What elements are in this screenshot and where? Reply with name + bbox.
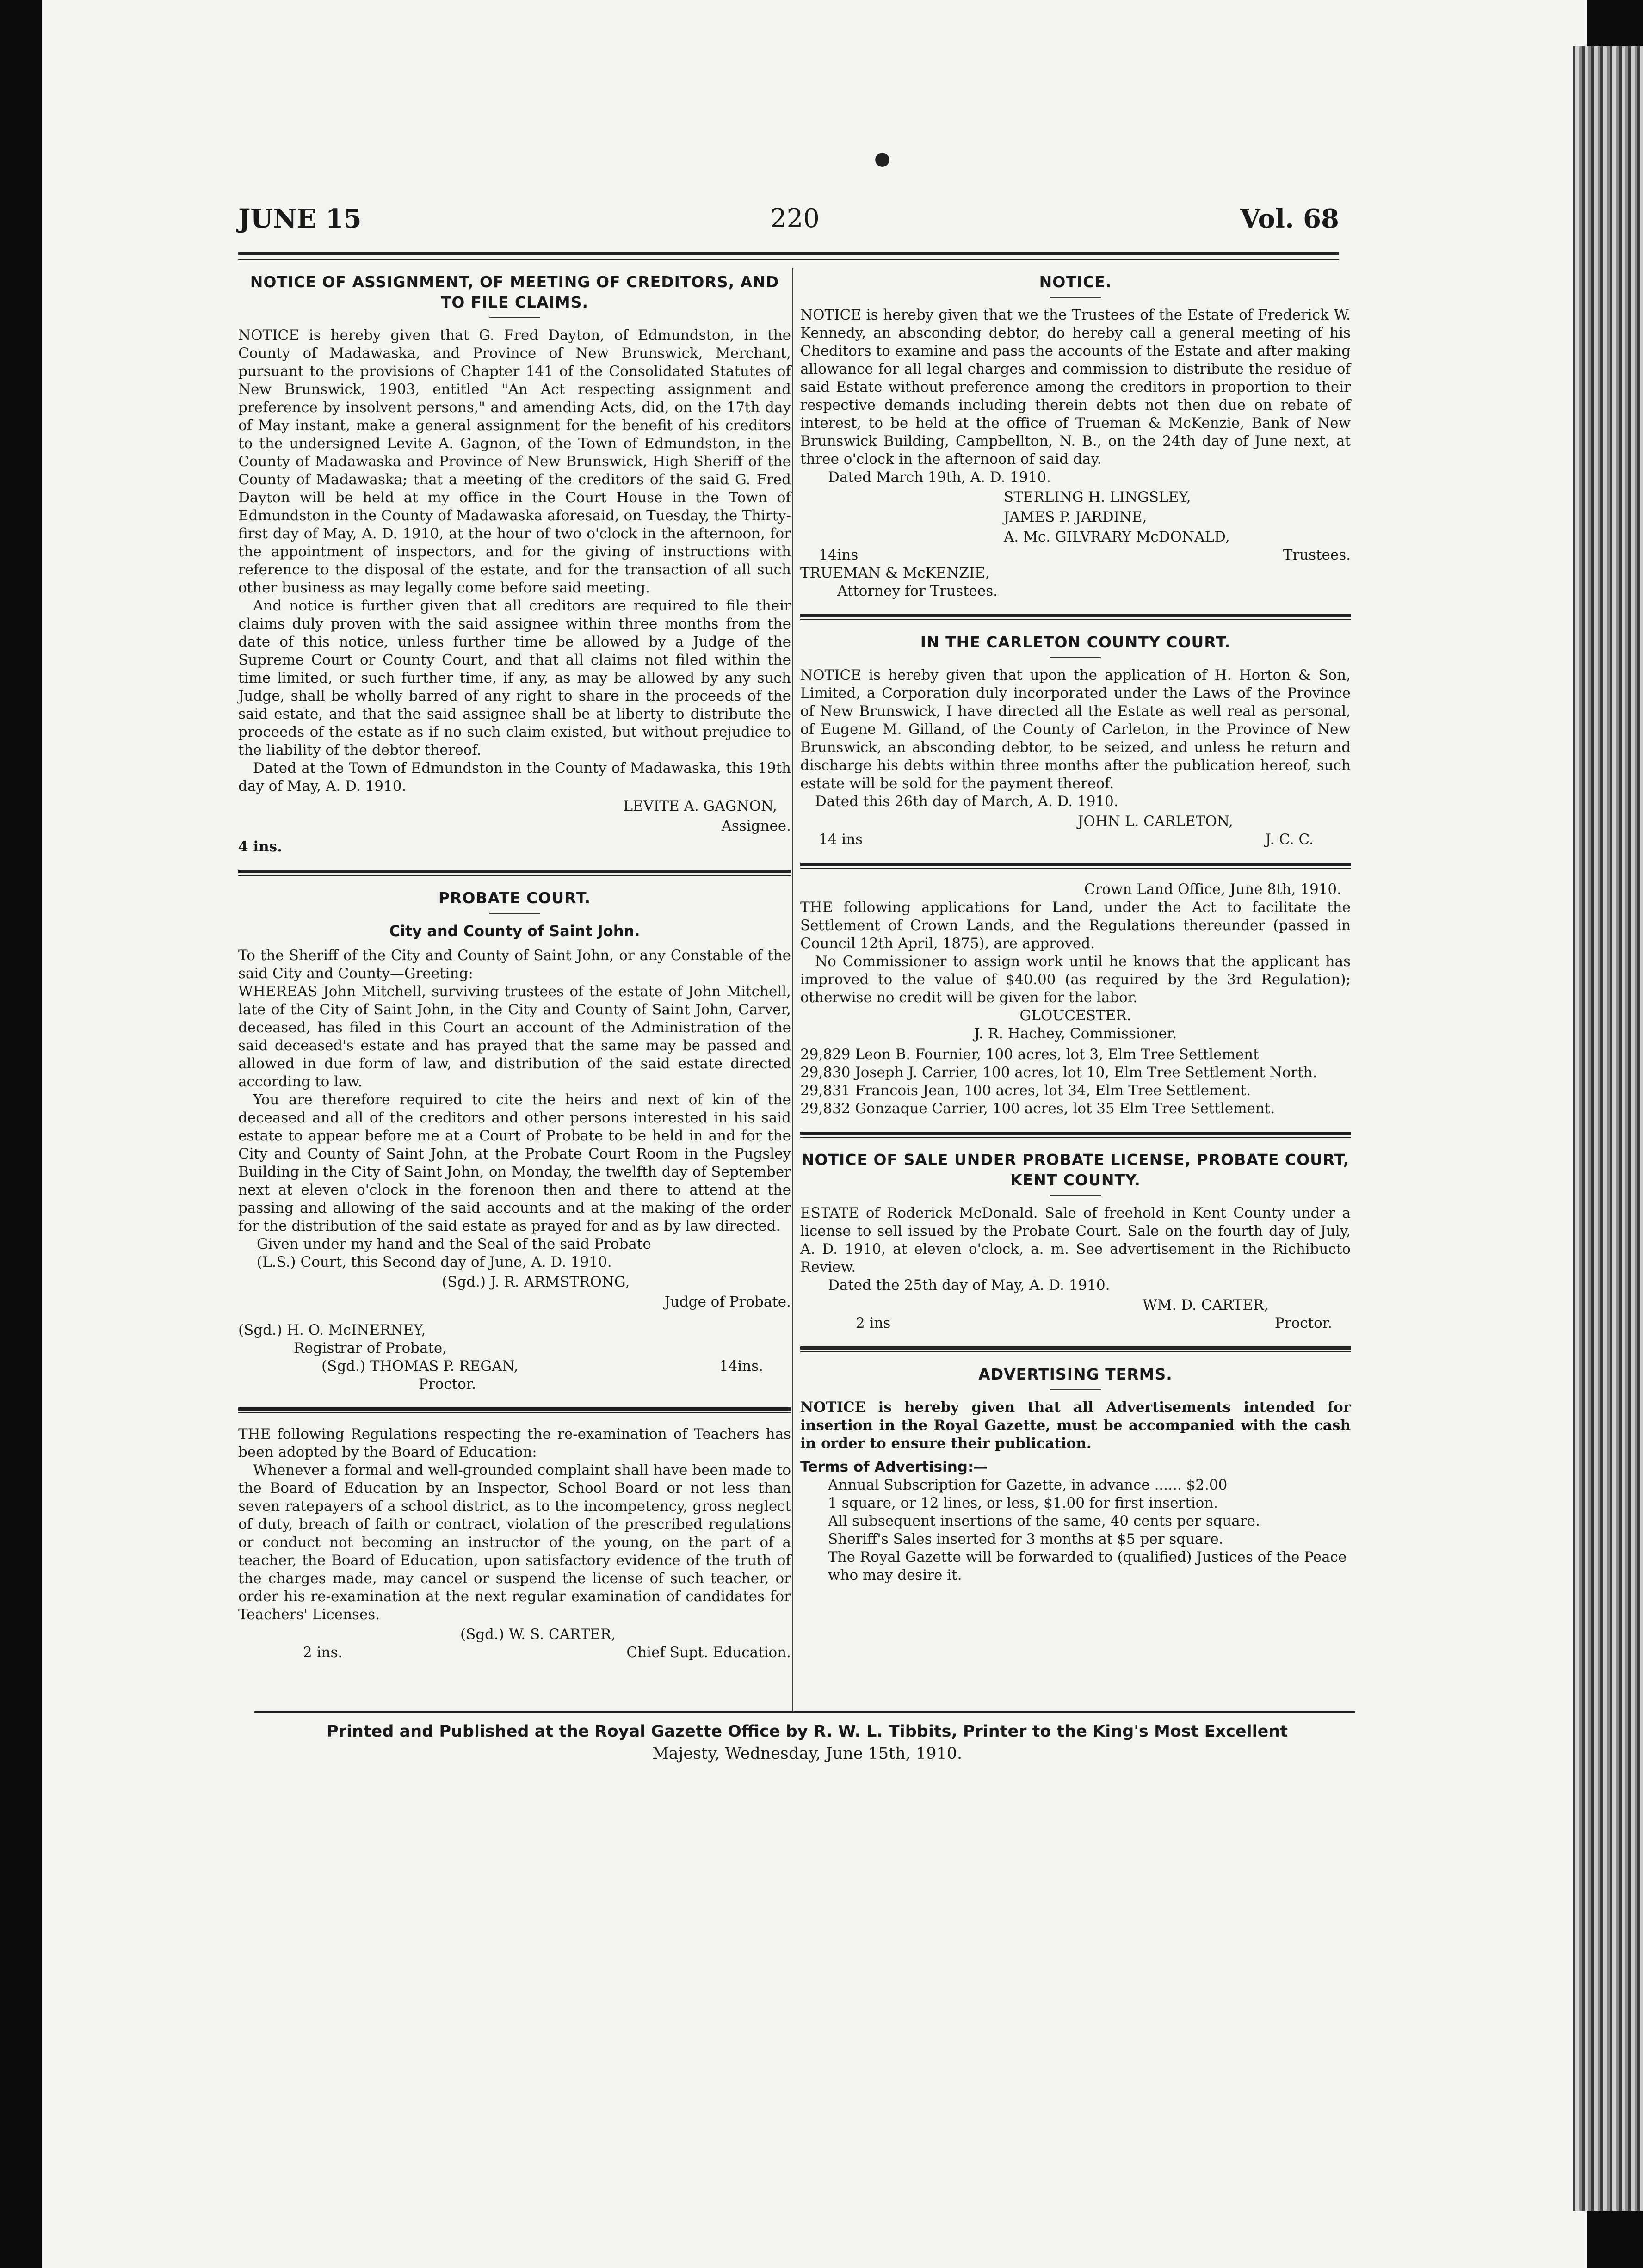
- kennedy-notice-dated: Dated March 19th, A. D. 1910.: [828, 469, 1051, 486]
- carleton-signatory: JOHN L. CARLETON,: [1078, 813, 1233, 830]
- assignment-notice-title: NOTICE OF ASSIGNMENT, OF MEETING OF CREDITORS, AND TO FILE CLAIMS.: [250, 273, 779, 311]
- section-rule: [238, 1407, 791, 1413]
- kennedy-attorney-role: Attorney for Trustees.: [837, 583, 998, 599]
- assignment-signatory: LEVITE A. GAGNON,: [623, 798, 777, 814]
- book-page-edges: [1573, 46, 1643, 2211]
- sale-notice-dated: Dated the 25th day of May, A. D. 1910.: [828, 1277, 1110, 1294]
- header-rule-thin: [238, 259, 1339, 260]
- title-underline: [489, 913, 540, 914]
- carleton-court-notice: [800, 632, 1351, 849]
- sale-notice: [800, 1150, 1351, 1332]
- crown-land-body: THE following applications for Land, under the Act to facilitate the Settlement of Crown Lands, and the Regulations thereunder (passed in Council 12th April, 1875), are approved.: [800, 899, 1351, 952]
- education-signatory: (Sgd.) W. S. CARTER,: [460, 1626, 616, 1643]
- probate-court-given: Given under my hand and the Seal of the said Probate: [257, 1236, 651, 1252]
- probate-court-body-2: You are therefore required to cite the heirs and next of kin of the deceased and all of the creditors and other persons interested in his said estate to appear before me at a Court of Probate to be held in and for the City and County of Saint John, at the Probate Court Room in the Pugsley Building in the City of Saint John, on Monday, the twelfth day of September next at eleven o'clock in the forenoon then and there to attend at the passing and allowing of the said accounts and at the making of the order for the distribution of the said estate as prayed for and as by law directed.: [238, 1091, 791, 1234]
- carleton-insertions: 14 ins: [819, 831, 863, 848]
- carleton-signatory-role: J. C. C.: [1265, 831, 1314, 848]
- carleton-court-title: IN THE CARLETON COUNTY COURT.: [920, 633, 1231, 651]
- header-volume: Vol. 68: [1240, 203, 1339, 234]
- list-item: 29,830 Joseph J. Carrier, 100 acres, lot 10, Elm Tree Settlement North.: [800, 1064, 1317, 1081]
- probate-court-seal-line: (L.S.) Court, this Second day of June, A. D. 1910.: [257, 1254, 612, 1270]
- scan-left-border: [0, 0, 42, 2268]
- running-header: [238, 203, 1339, 236]
- assignment-notice-dated: Dated at the Town of Edmundston in the County of Madawaska, this 19th day of May, A. D. 1910.: [238, 760, 791, 795]
- kennedy-notice-body: NOTICE is hereby given that we the Trustees of the Estate of Frederick W. Kennedy, an absconding debtor, do hereby call a general meeting of his Cheditors to examine and pass the accounts of the Estate and after making allowance for all legal charges and commission to distribute the residue of said Estate without preference among the creditors in proportion to their respective demands including therein debts not then due on rebate of interest, to be held at the office of Trueman & McKenzie, Bank of New Brunswick Building, Campbellton, N. B., on the 24th day of June next, at three o'clock in the afternoon of said day.: [800, 307, 1351, 468]
- kennedy-notice-title: NOTICE.: [1039, 273, 1112, 291]
- education-notice: [238, 1425, 791, 1662]
- header-date: JUNE 15: [238, 203, 362, 234]
- right-column: [800, 268, 1351, 1598]
- probate-proctor-role: Proctor.: [419, 1376, 476, 1393]
- crown-land-commissioner: J. R. Hachey, Commissioner.: [974, 1025, 1177, 1042]
- header-rule-thick: [238, 252, 1339, 255]
- education-signatory-role: Chief Supt. Education.: [626, 1644, 791, 1661]
- assignment-insertions: 4 ins.: [238, 838, 282, 855]
- education-notice-body: Whenever a formal and well-grounded complaint shall have been made to the Board of Education by an Inspector, School Board or not less than seven ratepayers of a school district, as to the incompetency, gross neglect of duty, breach of faith or contract, violation of the prescribed regulations or conduct not becoming an instructor of the young, on the part of a teacher, the Board of Education, upon satisfactory evidence of the truth of the charges made, may cancel or suspend the license of such teacher, or order his re-examination at the next regular examination of candidates for Teachers' Licenses.: [238, 1462, 791, 1623]
- kennedy-trustee-2: JAMES P. JARDINE,: [1004, 509, 1147, 525]
- advertising-term: Sheriff's Sales inserted for 3 months at $5 per square.: [828, 1531, 1223, 1547]
- sale-notice-title: NOTICE OF SALE UNDER PROBATE LICENSE, PROBATE COURT, KENT COUNTY.: [801, 1151, 1350, 1189]
- probate-court-body: WHEREAS John Mitchell, surviving trustees of the estate of John Mitchell, late of the City of Saint John, in the City and County of Saint John, Carver, deceased, has filed in this Court an account of the Administration of the said deceased's estate and has prayed that the same may be passed and allowed in due form of law, and distribution of the said estate directed according to law.: [238, 983, 791, 1090]
- probate-proctor-signature: (Sgd.) THOMAS P. REGAN,: [321, 1358, 519, 1374]
- kennedy-insertions: 14ins: [819, 547, 859, 563]
- advertising-term: All subsequent insertions of the same, 40 cents per square.: [828, 1513, 1260, 1529]
- education-insertions: 2 ins.: [303, 1644, 343, 1661]
- section-rule: [800, 863, 1351, 869]
- header-page-number: 220: [770, 203, 820, 234]
- kennedy-attorney-name: TRUEMAN & McKENZIE,: [800, 565, 990, 581]
- assignment-notice: [238, 272, 791, 856]
- kennedy-estate-notice: [800, 272, 1351, 600]
- advertising-terms: [800, 1364, 1351, 1584]
- ink-blot: ●: [874, 148, 890, 169]
- crown-land-notice: [800, 881, 1351, 1118]
- title-underline: [1050, 1389, 1101, 1390]
- crown-land-applications: [800, 1046, 1351, 1118]
- kennedy-trustee-3: A. Mc. GILVRARY McDONALD,: [1004, 529, 1230, 545]
- advertising-terms-body: NOTICE is hereby given that all Advertisements intended for insertion in the Royal Gazette, must be accompanied with the cash in order to ensure their publication.: [800, 1399, 1351, 1452]
- spacer: [238, 1311, 791, 1321]
- probate-court-notice: [238, 888, 791, 1393]
- section-rule: [800, 614, 1351, 620]
- sale-insertions: 2 ins: [856, 1315, 891, 1331]
- crown-land-body-2: No Commissioner to assign work until he knows that the applicant has improved to the value of $40.00 (as required by the 3rd Regulation); otherwise no credit will be given for the labor.: [800, 953, 1351, 1006]
- kennedy-trustee-1: STERLING H. LINGSLEY,: [1004, 489, 1191, 505]
- advertising-term: 1 square, or 12 lines, or less, $1.00 for first insertion.: [828, 1495, 1218, 1511]
- list-item: 29,831 Francois Jean, 100 acres, lot 34, Elm Tree Settlement.: [800, 1082, 1251, 1099]
- probate-insertions: 14ins.: [719, 1358, 763, 1374]
- crown-land-dateline: Crown Land Office, June 8th, 1910.: [1084, 881, 1341, 898]
- assignment-notice-body-2: And notice is further given that all creditors are required to file their claims duly proven with the said assignee within three months from the date of this notice, unless further time be allowed by a Judge of the Supreme Court or County Court, and that all claims not filed within the time limited, or such further time, if any, as may be allowed by any such Judge, shall be wholly barred of any right to share in the proceeds of the said estate, and that the said assignee shall be at liberty to distribute the proceeds of the estate as if no such claim existed, but without prejudice to the liability of the debtor thereof.: [238, 598, 791, 758]
- sale-signatory: WM. D. CARTER,: [1143, 1297, 1269, 1313]
- carleton-court-body: NOTICE is hereby given that upon the application of H. Horton & Son, Limited, a Corporation duly incorporated under the Laws of the Province of New Brunswick, I have directed all the Estate as well real as personal, of Eugene M. Gilland, of the County of Carleton, in the Province of New Brunswick, an absconding debtor, to be seized, and unless he return and discharge his debts within three months after the publication hereof, such estate will be sold for the payment thereof.: [800, 667, 1351, 792]
- list-item: 29,829 Leon B. Fournier, 100 acres, lot 3, Elm Tree Settlement: [800, 1046, 1259, 1063]
- assignment-notice-body: NOTICE is hereby given that G. Fred Dayton, of Edmundston, in the County of Madawaska, and Province of New Brunswick, Merchant, pursuant to the provisions of Chapter 141 of the Consolidated Statutes of New Brunswick, 1903, entitled "An Act respecting assignment and preference by insolvent persons," and amending Acts, did, on the 17th day of May instant, make a general assignment for the benefit of his creditors to the undersigned Levite A. Gagnon, of the Town of Edmundston, in the County of Madawaska and Province of New Brunswick, High Sheriff of the County of Madawaska; that a meeting of the creditors of the said G. Fred Dayton will be held at my office in the Court House in the Town of Edmundston in the County of Madawaska aforesaid, on Tuesday, the Thirty-first day of May, A. D. 1910, at the hour of two o'clock in the afternoon, for the appointment of inspectors, and for the giving of instructions with reference to the disposal of the estate, and for the transaction of all such other business as may legally come before said meeting.: [238, 327, 791, 596]
- title-underline: [1050, 1195, 1101, 1196]
- probate-court-subtitle: City and County of Saint John.: [389, 922, 640, 940]
- probate-court-title: PROBATE COURT.: [438, 889, 591, 907]
- probate-registrar-signature: (Sgd.) H. O. McINERNEY,: [238, 1322, 426, 1338]
- advertising-terms-title: ADVERTISING TERMS.: [978, 1365, 1173, 1383]
- carleton-court-dated: Dated this 26th day of March, A. D. 1910.: [815, 793, 1118, 810]
- advertising-term: The Royal Gazette will be forwarded to (qualified) Justices of the Peace who may desire it.: [828, 1549, 1347, 1584]
- assignment-signatory-role: Assignee.: [721, 818, 791, 834]
- probate-judge-role: Judge of Probate.: [664, 1294, 791, 1310]
- section-rule: [238, 870, 791, 876]
- advertising-terms-heading: Terms of Advertising:—: [800, 1459, 988, 1475]
- education-notice-intro: THE following Regulations respecting the re-examination of Teachers has been adopted by the Board of Education:: [238, 1426, 791, 1461]
- left-column: [238, 268, 791, 1676]
- section-rule: [800, 1346, 1351, 1352]
- title-underline: [1050, 657, 1101, 658]
- probate-judge-signature: (Sgd.) J. R. ARMSTRONG,: [442, 1274, 630, 1290]
- imprint-line-1: Printed and Published at the Royal Gazette Office by R. W. L. Tibbits, Printer to the King's Most Excellent: [327, 1722, 1288, 1741]
- footer-rule: [254, 1711, 1355, 1713]
- probate-court-address: To the Sheriff of the City and County of Saint John, or any Constable of the said City and County—Greeting:: [238, 947, 791, 982]
- section-rule: [800, 1132, 1351, 1138]
- printer-imprint: [259, 1720, 1355, 1765]
- column-divider: [792, 268, 793, 1711]
- kennedy-trustees-role: Trustees.: [1283, 547, 1351, 563]
- crown-land-county: GLOUCESTER.: [1019, 1007, 1131, 1024]
- probate-registrar-role: Registrar of Probate,: [294, 1340, 447, 1356]
- title-underline: [1050, 297, 1101, 298]
- imprint-line-2: Majesty, Wednesday, June 15th, 1910.: [652, 1744, 963, 1763]
- advertising-term: Annual Subscription for Gazette, in advance ...... $2.00: [828, 1477, 1228, 1493]
- list-item: 29,832 Gonzaque Carrier, 100 acres, lot 35 Elm Tree Settlement.: [800, 1100, 1275, 1117]
- sale-notice-body: ESTATE of Roderick McDonald. Sale of freehold in Kent County under a license to sell issued by the Probate Court. Sale on the fourth day of July, A. D. 1910, at eleven o'clock, a. m. See advertisement in the Richibucto Review.: [800, 1205, 1351, 1276]
- title-underline: [489, 317, 540, 318]
- sale-signatory-role: Proctor.: [1274, 1315, 1332, 1331]
